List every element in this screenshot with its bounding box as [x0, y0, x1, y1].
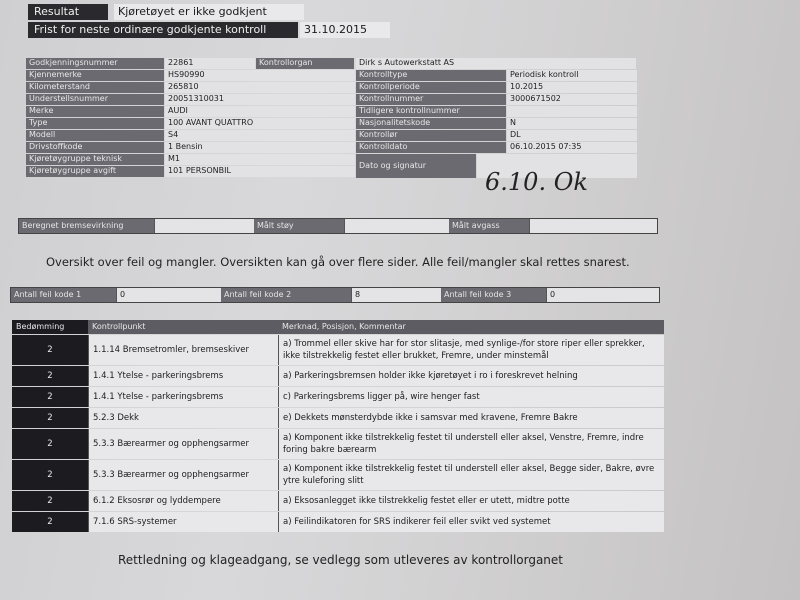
col-header-rating: Bedømming — [12, 320, 88, 334]
table-row — [12, 366, 664, 386]
table-row — [12, 491, 664, 511]
comment-cell: a) Eksosanlegget ikke tilstrekkelig festet eller er utett, midtre potte — [278, 491, 664, 511]
exhaust-label: Målt avgass — [449, 219, 529, 233]
checkpoint-cell: 5.3.3 Bærearmer og opphengsarmer — [88, 460, 278, 490]
table-row — [12, 512, 664, 532]
vehicle-field-value: 265810 — [165, 82, 355, 93]
measurement-strip — [18, 218, 658, 234]
noise-label: Målt støy — [254, 219, 344, 233]
footer-text: Rettledning og klageadgang, se vedlegg som utleveres av kontrollorganet — [118, 553, 564, 567]
checkpoint-cell: 7.1.6 SRS-systemer — [88, 512, 278, 532]
control-field-value: N — [507, 118, 637, 129]
table-row — [12, 335, 664, 365]
control-field-label: Nasjonalitetskode — [356, 118, 506, 129]
control-field-value: 3000671502 — [507, 94, 637, 105]
checkpoint-cell: 1.4.1 Ytelse - parkeringsbrems — [88, 387, 278, 407]
exhaust-value — [529, 219, 657, 233]
control-field-label: Kontrollør — [356, 130, 506, 141]
fault-code-2-label: Antall feil kode 2 — [221, 288, 351, 302]
control-org-label: Kontrollorgan — [256, 58, 354, 69]
vehicle-field-value: 20051310031 — [165, 94, 355, 105]
vehicle-field-value: AUDI — [165, 106, 355, 117]
comment-cell: e) Dekkets mønsterdybde ikke i samsvar med kravene, Fremre Bakre — [278, 408, 664, 428]
comment-cell: a) Feilindikatoren for SRS indikerer feil eller svikt ved systemet — [278, 512, 664, 532]
vehicle-field-label: Merke — [26, 106, 164, 117]
vehicle-field-value: S4 — [165, 130, 355, 141]
noise-value — [344, 219, 449, 233]
vehicle-field-label: Understellsnummer — [26, 94, 164, 105]
rating-cell: 2 — [12, 408, 88, 428]
result-label: Resultat — [28, 4, 108, 20]
deadline-value: 31.10.2015 — [300, 22, 390, 38]
control-field-label: Kontrollperiode — [356, 82, 506, 93]
rating-cell: 2 — [12, 366, 88, 386]
control-field-value: DL — [507, 130, 637, 141]
fault-code-1-label: Antall feil kode 1 — [11, 288, 116, 302]
rating-cell: 2 — [12, 512, 88, 532]
control-field-value: Periodisk kontroll — [507, 70, 637, 81]
vehicle-field-label: Kjøretøygruppe teknisk — [26, 154, 164, 165]
brake-effect-value — [154, 219, 254, 233]
checkpoint-cell: 5.2.3 Dekk — [88, 408, 278, 428]
table-row — [12, 429, 664, 459]
vehicle-field-value: 100 AVANT QUATTRO — [165, 118, 355, 129]
fault-code-1-value: 0 — [116, 288, 221, 302]
rating-cell: 2 — [12, 460, 88, 490]
control-field-value: 10.2015 — [507, 82, 637, 93]
checkpoint-cell: 5.3.3 Bærearmer og opphengsarmer — [88, 429, 278, 459]
rating-cell: 2 — [12, 335, 88, 365]
fault-code-3-label: Antall feil kode 3 — [441, 288, 546, 302]
checkpoint-cell: 1.1.14 Bremsetromler, bremseskiver — [88, 335, 278, 365]
table-row — [12, 408, 664, 428]
comment-cell: a) Komponent ikke tilstrekkelig festet til understell eller aksel, Begge sider, Bakre, øvre ytre kuleforing slitt — [278, 460, 664, 490]
control-field-value: 06.10.2015 07:35 — [507, 142, 637, 153]
control-field-value — [507, 106, 637, 117]
result-value: Kjøretøyet er ikke godkjent — [114, 4, 304, 20]
vehicle-field-label: Modell — [26, 130, 164, 141]
table-row — [12, 387, 664, 407]
vehicle-field-label: Kjøretøygruppe avgift — [26, 166, 164, 177]
comment-cell: a) Trommel eller skive har for stor slitasje, med synlige-/for store riper eller sprekker, ikke tilstrekkelig festet eller brukket, Fremre, under minstemål — [278, 335, 664, 365]
control-field-label: Kontrollnummer — [356, 94, 506, 105]
checkpoint-cell: 6.1.2 Eksosrør og lyddempere — [88, 491, 278, 511]
control-field-label: Kontrolltype — [356, 70, 506, 81]
fault-code-2-value: 8 — [351, 288, 441, 302]
comment-cell: a) Komponent ikke tilstrekkelig festet til understell eller aksel, Venstre, Fremre, indre foring bakre bærearm — [278, 429, 664, 459]
comment-cell: c) Parkeringsbrems ligger på, wire henger fast — [278, 387, 664, 407]
signature-label: Dato og signatur — [356, 154, 476, 178]
overview-text: Oversikt over feil og mangler. Oversikten kan gå over flere sider. Alle feil/mangler skal rettes snarest. — [46, 255, 630, 269]
vehicle-field-value: 22861 — [165, 58, 255, 69]
vehicle-field-value: M1 — [165, 154, 355, 165]
vehicle-field-label: Kjennemerke — [26, 70, 164, 81]
vehicle-field-label: Drivstoffkode — [26, 142, 164, 153]
col-header-comment: Merknad, Posisjon, Kommentar — [278, 320, 664, 334]
col-header-checkpoint: Kontrollpunkt — [88, 320, 278, 334]
control-field-label: Kontrolldato — [356, 142, 506, 153]
vehicle-field-value: 101 PERSONBIL — [165, 166, 355, 177]
rating-cell: 2 — [12, 429, 88, 459]
fault-code-3-value: 0 — [546, 288, 659, 302]
rating-cell: 2 — [12, 491, 88, 511]
table-row — [12, 460, 664, 490]
signature: 6.10. Ok — [485, 168, 588, 196]
control-org-value: Dirk s Autowerkstatt AS — [356, 58, 636, 69]
vehicle-field-label: Godkjenningsnummer — [26, 58, 164, 69]
vehicle-field-label: Type — [26, 118, 164, 129]
checkpoint-cell: 1.4.1 Ytelse - parkeringsbrems — [88, 366, 278, 386]
deadline-label: Frist for neste ordinære godkjente kontroll — [28, 22, 298, 38]
control-field-label: Tidligere kontrollnummer — [356, 106, 506, 117]
vehicle-field-label: Kilometerstand — [26, 82, 164, 93]
brake-effect-label: Beregnet bremsevirkning — [19, 219, 154, 233]
comment-cell: a) Parkeringsbremsen holder ikke kjøretøyet i ro i foreskrevet helning — [278, 366, 664, 386]
vehicle-field-value: HS90990 — [165, 70, 355, 81]
fault-counts-strip — [10, 287, 660, 303]
vehicle-field-value: 1 Bensin — [165, 142, 355, 153]
rating-cell: 2 — [12, 387, 88, 407]
